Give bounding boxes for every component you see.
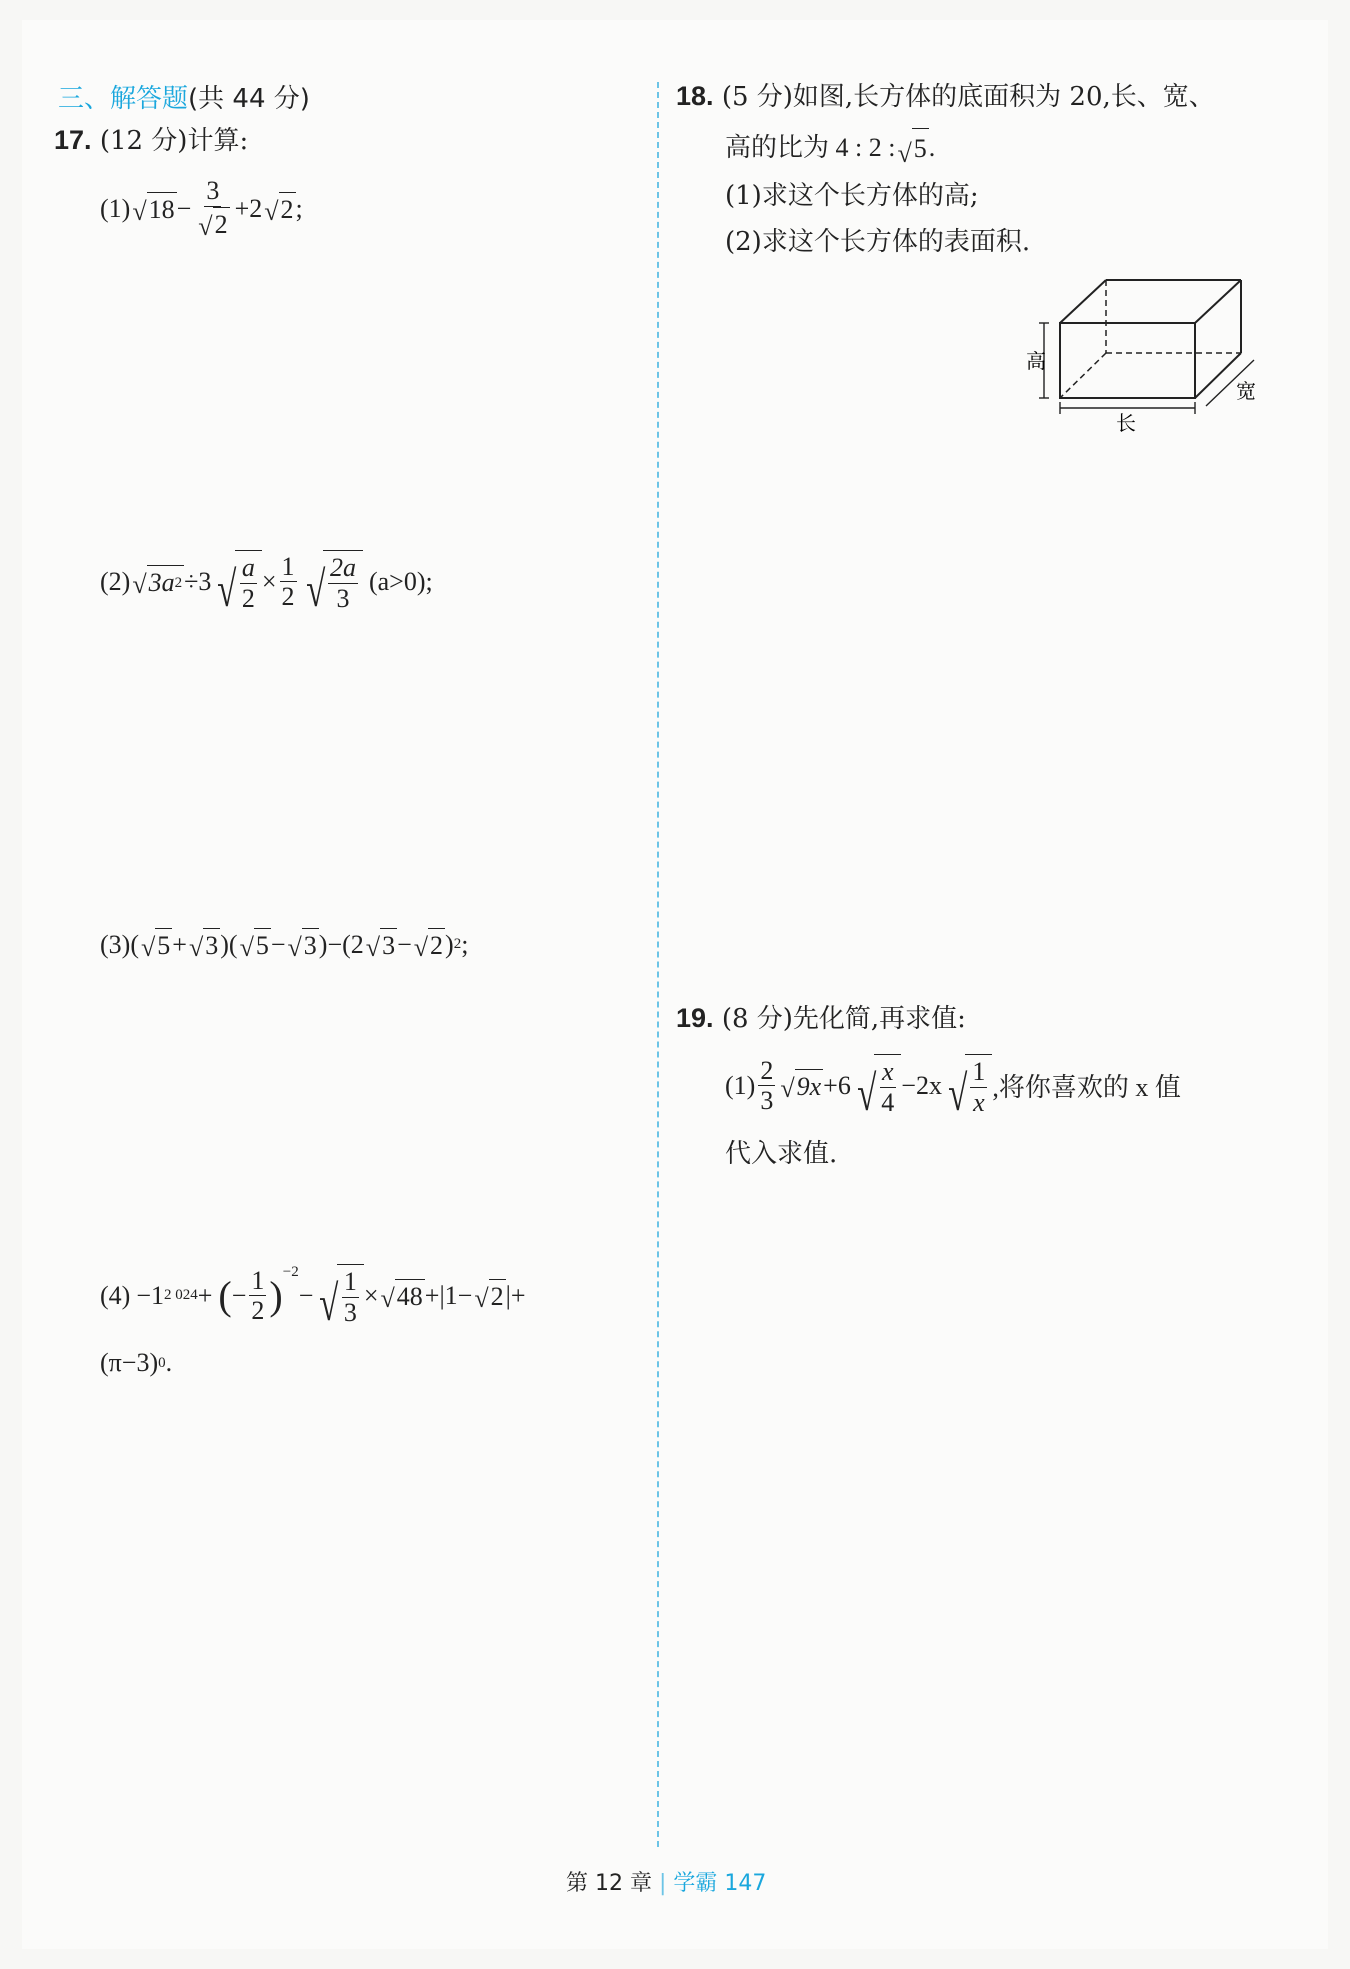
condition: (a>0); xyxy=(368,566,433,596)
neg-one: −1 xyxy=(136,1280,164,1310)
q17-part4-line2 xyxy=(100,1348,172,1378)
times-sign: × xyxy=(363,1280,379,1310)
exponent: 2 024 xyxy=(164,1287,198,1304)
paren: )−(2 xyxy=(318,929,364,959)
fraction-3-over-sqrt2: 3 √ 2 xyxy=(198,176,228,241)
column-divider xyxy=(657,82,659,1847)
paren: ) xyxy=(445,929,454,959)
sqrt-5: 5 xyxy=(912,128,929,167)
period: . xyxy=(928,132,936,162)
big-paren-close: ) xyxy=(269,1273,283,1319)
minus-sign: − xyxy=(176,193,192,223)
question-19-number: 19. xyxy=(676,1003,714,1033)
sqrt-x-over-4: √ $\frac{x}{4}$ xyxy=(853,1054,901,1118)
sqrt-2a-over-3: √ $\frac{2a}{3}$ xyxy=(302,550,363,614)
abs-open: +|1− xyxy=(424,1280,473,1310)
question-18-number: 18. xyxy=(676,81,714,111)
brand-label: 学霸 xyxy=(673,1871,718,1896)
times-sign: × xyxy=(261,566,277,596)
q17-part2-label: (2) xyxy=(100,566,131,596)
sqrt-18: √ 18 xyxy=(132,192,176,225)
plus-sign: + xyxy=(172,929,187,959)
semicolon: ; xyxy=(295,193,303,223)
q19-tail-text: ,将你喜欢的 x 值 xyxy=(992,1073,1181,1103)
pi-minus-3: (π−3) xyxy=(100,1348,159,1377)
fraction-1-over-2: $\frac{1}{2}$ xyxy=(251,1265,265,1326)
divide-term: ÷3 xyxy=(184,566,212,596)
fraction-1-over-2: $\frac{1}{2}$ xyxy=(281,551,295,612)
q17-part2 xyxy=(100,550,433,617)
minus-term: −2x xyxy=(901,1070,942,1100)
minus-sign: − xyxy=(270,929,286,959)
exponent: −2 xyxy=(282,1264,299,1280)
sqrt-3: 3 xyxy=(203,928,220,961)
length-label: 长 xyxy=(1116,411,1136,435)
width-label: 宽 xyxy=(1236,379,1256,403)
q18-sub1: (1)求这个长方体的高; xyxy=(725,181,979,211)
question-19-intro: (8 分)先化简,再求值: xyxy=(721,1004,966,1034)
sqrt-48: 48 xyxy=(395,1279,425,1312)
sqrt-2: 2 xyxy=(489,1279,506,1312)
sqrt-9x: 9x xyxy=(795,1069,824,1102)
minus-sign: − xyxy=(231,1280,247,1310)
minus-sign: − xyxy=(298,1280,314,1310)
q19-line2: 代入求值. xyxy=(725,1139,838,1169)
sqrt-5: 5 xyxy=(155,928,172,961)
plus-sign: + xyxy=(197,1280,213,1310)
semicolon: ; xyxy=(461,929,469,959)
sqrt-1-over-3: √ $\frac{1}{3}$ xyxy=(315,1264,363,1328)
question-17-number: 17. xyxy=(54,125,92,155)
q17-part4: (4) −1 2 024 + ( − $\frac{1}{2}$ ) $^{-2}$ − √ $\frac{1}{3}$ × √ 48 +|1− √ 2 |+ xyxy=(100,1264,526,1331)
sqrt-a-over-2: √ $\frac{a}{2}$ xyxy=(213,550,261,614)
question-18 xyxy=(676,78,1215,116)
page-footer: 第 12 章 | 学霸 147 xyxy=(566,1871,767,1896)
sqrt-2: √ 2 xyxy=(264,192,295,225)
sqrt-3: 3 xyxy=(380,928,397,961)
section-title xyxy=(58,78,310,115)
exponent: 2 xyxy=(453,936,462,952)
sqrt-3a2: √ 3a 2 xyxy=(132,565,184,598)
q19-part1-label: (1) xyxy=(725,1070,756,1100)
period: . xyxy=(165,1348,173,1377)
question-19 xyxy=(676,1000,966,1038)
q17-part4-label: (4) xyxy=(100,1280,131,1310)
q17-part1 xyxy=(100,176,303,242)
cuboid-front-face xyxy=(1060,323,1195,398)
sqrt-2: 2 xyxy=(428,928,445,961)
minus-sign: − xyxy=(397,929,412,959)
chapter-label: 第 12 章 xyxy=(566,1871,652,1896)
sqrt-5: 5 xyxy=(254,928,271,961)
abs-close: |+ xyxy=(505,1280,526,1310)
question-18-line2: 高的比为 4 : 2 : √ 5 . xyxy=(725,128,935,167)
height-label: 高 xyxy=(1026,349,1046,373)
section-title-text: 三、解答题 xyxy=(58,84,189,114)
question-18-line1: (5 分)如图,长方体的底面积为 20,长、宽、 xyxy=(721,82,1215,112)
q17-part3: (3) ( √ 5 + √ 3 )( √ 5 − √ 3 )−(2 √ 3 − √ 2 ) 2 ; xyxy=(100,929,469,962)
sqrt-1-over-x: √ $\frac{1}{x}$ xyxy=(944,1054,992,1118)
ratio-text: 高的比为 4 : 2 : xyxy=(725,132,896,162)
fraction-2-over-3: $\frac{2}{3}$ xyxy=(760,1055,774,1116)
question-17-intro: (12 分)计算: xyxy=(99,126,249,156)
section-points: (共 44 分) xyxy=(188,84,310,114)
paren: )( xyxy=(220,929,238,959)
sqrt-3: 3 xyxy=(302,928,319,961)
paren: ( xyxy=(130,929,139,959)
cuboid-figure xyxy=(1016,268,1276,438)
q17-part3-label: (3) xyxy=(100,929,131,959)
q19-part1: (1) $\frac{2}{3}$ √ 9x +6 √ $\frac{x}{4}$ −2x √ $\frac{1}{x}$ ,将你喜欢的 x 值 xyxy=(725,1055,1181,1121)
page-number: 147 xyxy=(724,1871,767,1896)
q18-sub2: (2)求这个长方体的表面积. xyxy=(725,227,1031,257)
plus-term: +6 xyxy=(823,1070,851,1100)
big-paren-open: ( xyxy=(218,1273,232,1319)
q17-part1-label: (1) xyxy=(100,193,131,223)
exponent: 0 xyxy=(158,1354,166,1371)
plus-term: +2 xyxy=(234,193,263,223)
question-17 xyxy=(54,122,248,160)
